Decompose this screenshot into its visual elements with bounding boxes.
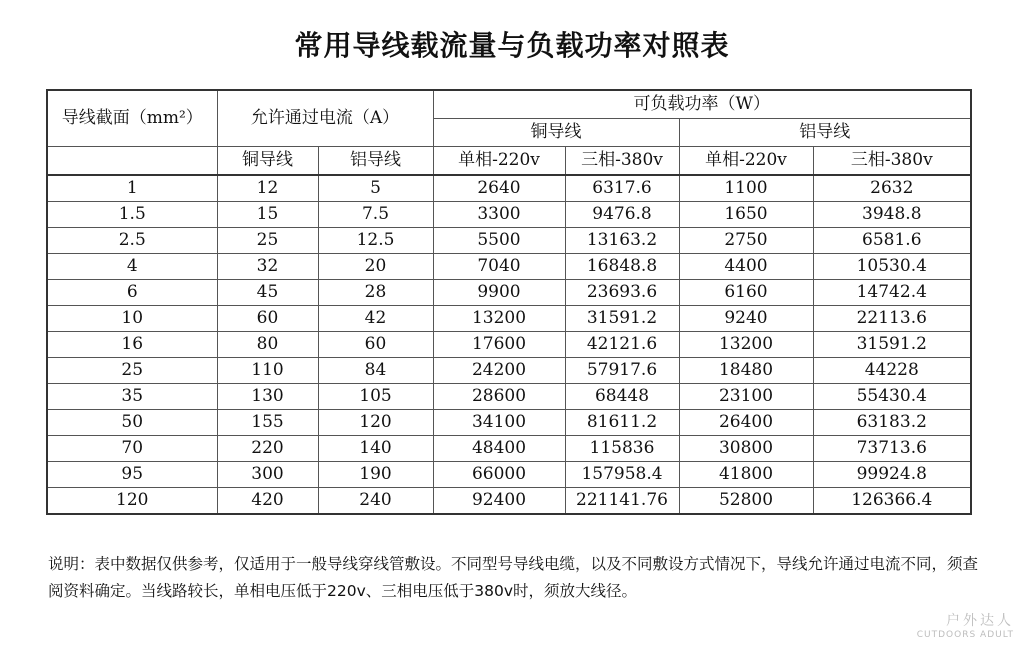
table-cell: 41800 bbox=[679, 462, 813, 488]
table-cell: 23100 bbox=[679, 384, 813, 410]
table-cell: 115836 bbox=[565, 436, 679, 462]
table-cell: 140 bbox=[318, 436, 433, 462]
table-row bbox=[47, 358, 971, 384]
table-cell: 45 bbox=[217, 280, 318, 306]
table-cell: 126366.4 bbox=[813, 488, 971, 515]
table-cell: 12.5 bbox=[318, 228, 433, 254]
table-cell: 20 bbox=[318, 254, 433, 280]
table-cell: 13200 bbox=[433, 306, 565, 332]
table-cell: 24200 bbox=[433, 358, 565, 384]
table-cell: 5 bbox=[318, 175, 433, 202]
table-cell: 300 bbox=[217, 462, 318, 488]
table-cell: 44228 bbox=[813, 358, 971, 384]
table-cell: 13200 bbox=[679, 332, 813, 358]
header-al-current: 铝导线 bbox=[318, 147, 433, 176]
table-cell: 95 bbox=[47, 462, 217, 488]
table-body bbox=[47, 90, 971, 514]
table-cell: 157958.4 bbox=[565, 462, 679, 488]
table-cell: 120 bbox=[47, 488, 217, 515]
table-cell: 4 bbox=[47, 254, 217, 280]
table-cell: 70 bbox=[47, 436, 217, 462]
table-cell: 1.5 bbox=[47, 202, 217, 228]
table-cell: 130 bbox=[217, 384, 318, 410]
table-cell: 420 bbox=[217, 488, 318, 515]
table-cell: 84 bbox=[318, 358, 433, 384]
table-cell: 4400 bbox=[679, 254, 813, 280]
table-cell: 55430.4 bbox=[813, 384, 971, 410]
table-cell: 5500 bbox=[433, 228, 565, 254]
header-al-three: 三相-380v bbox=[813, 147, 971, 176]
table-cell: 26400 bbox=[679, 410, 813, 436]
table-cell: 1650 bbox=[679, 202, 813, 228]
explanation-note: 说明：表中数据仅供参考，仅适用于一般导线穿线管敷设。不同型号导线电缆，以及不同敷设方式情况下，导线允许通过电流不同，须查阅资料确定。当线路较长，单相电压低于220v、三相电压低于380v时，须放大线径。 bbox=[48, 555, 979, 600]
header-cu-single: 单相-220v bbox=[433, 147, 565, 176]
table-cell: 31591.2 bbox=[813, 332, 971, 358]
table-cell: 42121.6 bbox=[565, 332, 679, 358]
table-cell: 3948.8 bbox=[813, 202, 971, 228]
table-cell: 23693.6 bbox=[565, 280, 679, 306]
table-cell: 25 bbox=[217, 228, 318, 254]
table-cell: 63183.2 bbox=[813, 410, 971, 436]
table-cell: 9240 bbox=[679, 306, 813, 332]
table-row bbox=[47, 332, 971, 358]
header-current: 允许通过电流（A） bbox=[217, 90, 433, 147]
table-cell: 12 bbox=[217, 175, 318, 202]
table-cell: 10530.4 bbox=[813, 254, 971, 280]
header-row-1 bbox=[47, 90, 971, 119]
header-copper: 铜导线 bbox=[433, 119, 679, 147]
table-cell: 105 bbox=[318, 384, 433, 410]
table-cell: 155 bbox=[217, 410, 318, 436]
table-cell: 73713.6 bbox=[813, 436, 971, 462]
table-cell: 48400 bbox=[433, 436, 565, 462]
table-cell: 9900 bbox=[433, 280, 565, 306]
table-cell: 2632 bbox=[813, 175, 971, 202]
watermark-cn: 户外达人 bbox=[946, 613, 1014, 629]
table-row bbox=[47, 228, 971, 254]
header-section: 导线截面（mm²） bbox=[47, 90, 217, 147]
table-cell: 2750 bbox=[679, 228, 813, 254]
table-row bbox=[47, 410, 971, 436]
table-cell: 52800 bbox=[679, 488, 813, 515]
table-cell: 35 bbox=[47, 384, 217, 410]
table-row bbox=[47, 462, 971, 488]
header-aluminum: 铝导线 bbox=[679, 119, 971, 147]
table-cell: 25 bbox=[47, 358, 217, 384]
table-row bbox=[47, 175, 971, 202]
table-cell: 22113.6 bbox=[813, 306, 971, 332]
table-cell: 16848.8 bbox=[565, 254, 679, 280]
table-cell: 60 bbox=[318, 332, 433, 358]
table-cell: 32 bbox=[217, 254, 318, 280]
header-cu-three: 三相-380v bbox=[565, 147, 679, 176]
table-cell: 66000 bbox=[433, 462, 565, 488]
table-cell: 81611.2 bbox=[565, 410, 679, 436]
table-cell: 120 bbox=[318, 410, 433, 436]
table-cell: 18480 bbox=[679, 358, 813, 384]
table-cell: 92400 bbox=[433, 488, 565, 515]
table-cell: 28 bbox=[318, 280, 433, 306]
table-cell: 14742.4 bbox=[813, 280, 971, 306]
table-cell: 57917.6 bbox=[565, 358, 679, 384]
table-cell: 15 bbox=[217, 202, 318, 228]
header-power: 可负载功率（W） bbox=[433, 90, 971, 119]
table-cell: 13163.2 bbox=[565, 228, 679, 254]
table-row bbox=[47, 384, 971, 410]
header-cu-current: 铜导线 bbox=[217, 147, 318, 176]
table-cell: 110 bbox=[217, 358, 318, 384]
table-cell: 68448 bbox=[565, 384, 679, 410]
table-cell: 50 bbox=[47, 410, 217, 436]
table-cell: 190 bbox=[318, 462, 433, 488]
table-row bbox=[47, 280, 971, 306]
table-cell: 3300 bbox=[433, 202, 565, 228]
table-cell: 6317.6 bbox=[565, 175, 679, 202]
watermark-en: CUTDOORS ADULT bbox=[916, 630, 1014, 640]
table-cell: 6160 bbox=[679, 280, 813, 306]
table-cell: 220 bbox=[217, 436, 318, 462]
table-cell: 221141.76 bbox=[565, 488, 679, 515]
table-cell: 1100 bbox=[679, 175, 813, 202]
table-row bbox=[47, 488, 971, 515]
table-cell: 6581.6 bbox=[813, 228, 971, 254]
table-cell: 60 bbox=[217, 306, 318, 332]
header-blank bbox=[47, 147, 217, 176]
table-row bbox=[47, 202, 971, 228]
table-cell: 7040 bbox=[433, 254, 565, 280]
table-cell: 42 bbox=[318, 306, 433, 332]
table-cell: 28600 bbox=[433, 384, 565, 410]
table-cell: 30800 bbox=[679, 436, 813, 462]
table-cell: 2.5 bbox=[47, 228, 217, 254]
table-row bbox=[47, 306, 971, 332]
header-al-single: 单相-220v bbox=[679, 147, 813, 176]
table-cell: 80 bbox=[217, 332, 318, 358]
table-cell: 1 bbox=[47, 175, 217, 202]
table-cell: 6 bbox=[47, 280, 217, 306]
table-cell: 17600 bbox=[433, 332, 565, 358]
table-cell: 16 bbox=[47, 332, 217, 358]
table-cell: 240 bbox=[318, 488, 433, 515]
table-cell: 2640 bbox=[433, 175, 565, 202]
table-cell: 31591.2 bbox=[565, 306, 679, 332]
table-cell: 10 bbox=[47, 306, 217, 332]
page-title: 常用导线载流量与负载功率对照表 bbox=[294, 29, 730, 62]
wire-capacity-table bbox=[46, 89, 972, 515]
table-cell: 99924.8 bbox=[813, 462, 971, 488]
table-cell: 7.5 bbox=[318, 202, 433, 228]
table-cell: 34100 bbox=[433, 410, 565, 436]
watermark-logo bbox=[917, 610, 1014, 640]
table-row bbox=[47, 436, 971, 462]
table-row bbox=[47, 254, 971, 280]
table-cell: 9476.8 bbox=[565, 202, 679, 228]
header-row-3 bbox=[47, 147, 971, 176]
